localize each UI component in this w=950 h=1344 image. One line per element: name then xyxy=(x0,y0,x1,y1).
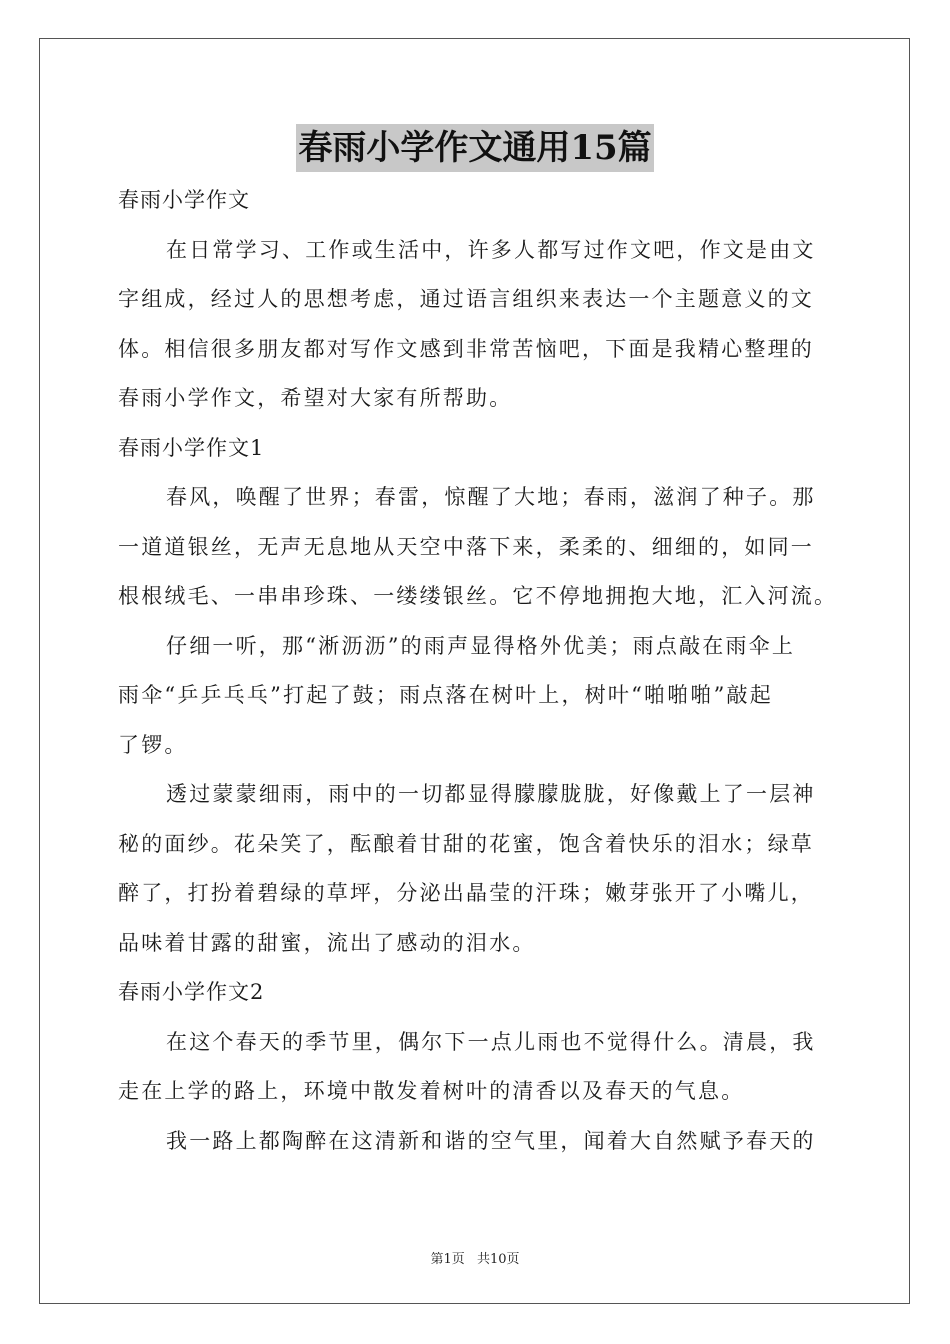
text-line: 字组成，经过人的思想考虑，通过语言组织来表达一个主题意义的文 xyxy=(118,287,814,311)
document-body xyxy=(118,176,838,1166)
page-number: 第1页 xyxy=(430,1252,465,1267)
text-line: 仔细一听，那“淅沥沥”的雨声显得格外优美；雨点敲在雨伞上 xyxy=(166,633,796,658)
section-heading: 春雨小学作文2 xyxy=(118,980,265,1004)
page-footer xyxy=(0,1248,950,1267)
text-line: 品味着甘露的甜蜜，流出了感动的泪水。 xyxy=(118,930,536,955)
text-line: 走在上学的路上，环境中散发着树叶的清香以及春天的气息。 xyxy=(118,1079,745,1103)
text-line: 了锣。 xyxy=(118,732,188,757)
page-total: 共10页 xyxy=(476,1252,520,1267)
text-line: 春雨小学作文，希望对大家有所帮助。 xyxy=(118,386,513,410)
text-line: 醉了，打扮着碧绿的草坪，分泌出晶莹的汗珠；嫩芽张开了小嘴儿， xyxy=(118,881,814,905)
text-line: 雨伞“乒乒乓乓”打起了鼓；雨点落在树叶上，树叶“啪啪啪”敲起 xyxy=(118,683,773,707)
text-line: 在这个春天的季节里，偶尔下一点儿雨也不觉得什么。清晨，我 xyxy=(166,1029,816,1054)
text-line: 根根绒毛、一串串珍珠、一缕缕银丝。它不停地拥抱大地，汇入河流。 xyxy=(118,584,838,608)
section-heading: 春雨小学作文1 xyxy=(118,435,265,460)
text-line: 我一路上都陶醉在这清新和谐的空气里，闻着大自然赋予春天的 xyxy=(166,1128,816,1153)
text-line: 在日常学习、工作或生活中，许多人都写过作文吧，作文是由文 xyxy=(166,237,816,262)
text-line: 春风，唤醒了世界；春雷，惊醒了大地；春雨，滋润了种子。那 xyxy=(166,485,816,509)
text-line: 体。相信很多朋友都对写作文感到非常苦恼吧，下面是我精心整理的 xyxy=(118,336,814,361)
text-line: 透过蒙蒙细雨，雨中的一切都显得朦朦胧胧，好像戴上了一层神 xyxy=(166,782,816,806)
title-container xyxy=(0,124,950,172)
document-title: 春雨小学作文通用15篇 xyxy=(296,124,653,172)
section-heading: 春雨小学作文 xyxy=(118,188,250,212)
text-line: 秘的面纱。花朵笑了，酝酿着甘甜的花蜜，饱含着快乐的泪水；绿草 xyxy=(118,831,814,856)
text-line: 一道道银丝，无声无息地从天空中落下来，柔柔的、细细的，如同一 xyxy=(118,534,814,559)
